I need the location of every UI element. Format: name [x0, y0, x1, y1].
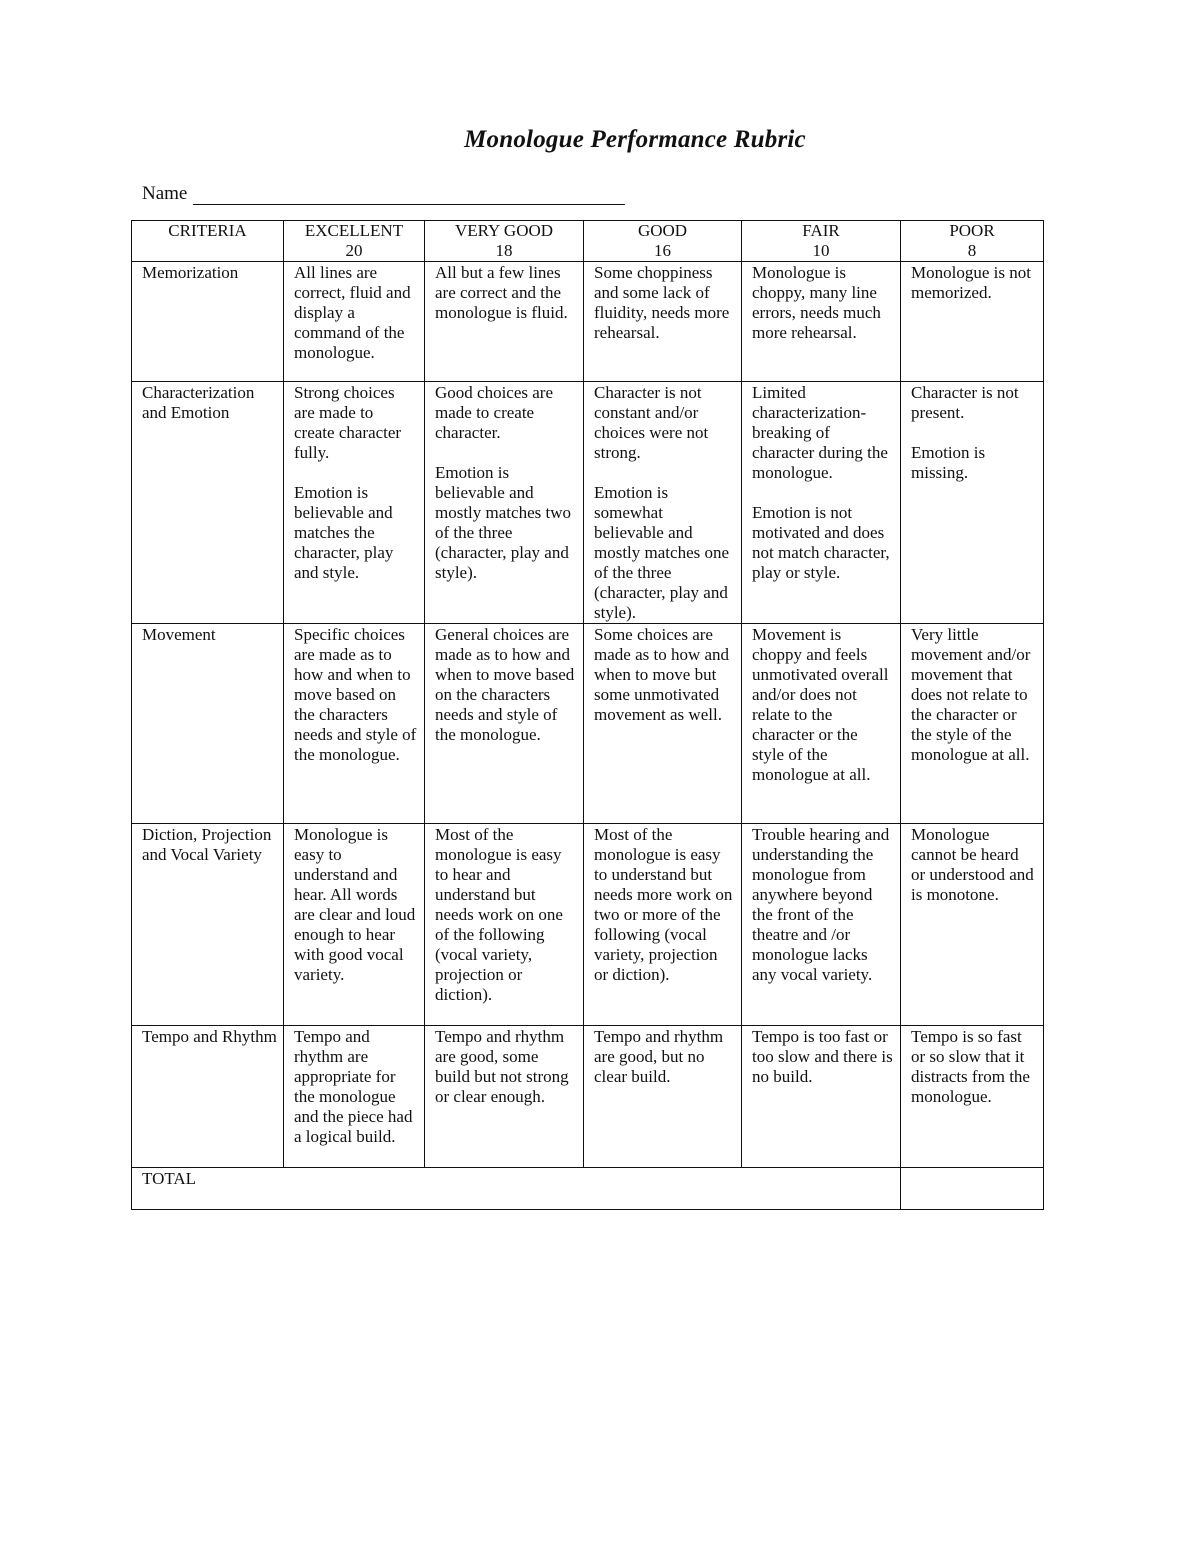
fair-cell: Limited characterization- breaking of character during the monologue. Emotion is not motivated and does not match character, play or style.: [742, 382, 901, 624]
name-blank-line[interactable]: [193, 184, 625, 205]
header-very-good: [425, 221, 584, 262]
criteria-cell: Movement: [132, 624, 284, 824]
header-label: GOOD: [637, 221, 688, 240]
fair-cell: Tempo is too fast or too slow and there is no build.: [742, 1026, 901, 1168]
very-good-cell: Good choices are made to create character. Emotion is believable and mostly matches two of the three (character, play and style).: [425, 382, 584, 624]
name-field[interactable]: [142, 183, 625, 205]
good-cell: Some choppiness and some lack of fluidity, needs more rehearsal.: [584, 262, 742, 382]
row-characterization: [132, 382, 1044, 624]
header-good: [584, 221, 742, 262]
good-cell: Some choices are made as to how and when to move but some unmotivated movement as well.: [584, 624, 742, 824]
header-label: POOR: [949, 221, 995, 240]
fair-cell: Movement is choppy and feels unmotivated overall and/or does not relate to the character or the style of the monologue at all.: [742, 624, 901, 824]
name-label: Name: [142, 183, 188, 204]
good-cell: Tempo and rhythm are good, but no clear build.: [584, 1026, 742, 1168]
very-good-cell: General choices are made as to how and when to move based on the characters needs and style of the monologue.: [425, 624, 584, 824]
header-poor: [901, 221, 1044, 262]
row-diction: [132, 824, 1044, 1026]
header-criteria: [132, 221, 284, 262]
page-title: Monologue Performance Rubric: [464, 126, 806, 153]
good-cell: Most of the monologue is easy to understand but needs more work on two or more of the following (vocal variety, projection or diction).: [584, 824, 742, 1026]
row-tempo: [132, 1026, 1044, 1168]
header-score: 10: [812, 241, 830, 260]
excellent-cell: All lines are correct, fluid and display a command of the monologue.: [284, 262, 425, 382]
poor-cell: Very little movement and/or movement that does not relate to the character or the style of the monologue at all.: [901, 624, 1044, 824]
header-row: [132, 221, 1044, 262]
very-good-cell: All but a few lines are correct and the monologue is fluid.: [425, 262, 584, 382]
poor-cell: Monologue cannot be heard or understood and is monotone.: [901, 824, 1044, 1026]
header-score: 20: [345, 241, 363, 260]
good-cell: Character is not constant and/or choices were not strong. Emotion is somewhat believable and mostly matches one of the three (character, play and style).: [584, 382, 742, 624]
criteria-cell: Characterization and Emotion: [132, 382, 284, 624]
header-label: VERY GOOD: [454, 221, 554, 240]
criteria-cell: Memorization: [132, 262, 284, 382]
header-score: 16: [654, 241, 671, 260]
excellent-cell: Monologue is easy to understand and hear. All words are clear and loud enough to hear with good vocal variety.: [284, 824, 425, 1026]
excellent-cell: Tempo and rhythm are appropriate for the monologue and the piece had a logical build.: [284, 1026, 425, 1168]
header-label: FAIR: [802, 221, 840, 240]
header-score: 8: [967, 241, 977, 260]
fair-cell: Trouble hearing and understanding the monologue from anywhere beyond the front of the theatre and /or monologue lacks any vocal variety.: [742, 824, 901, 1026]
header-fair: [742, 221, 901, 262]
poor-cell: Character is not present. Emotion is missing.: [901, 382, 1044, 624]
row-memorization: [132, 262, 1044, 382]
fair-cell: Monologue is choppy, many line errors, needs much more rehearsal.: [742, 262, 901, 382]
header-excellent: [284, 221, 425, 262]
total-label: TOTAL: [132, 1168, 901, 1210]
header-label: CRITERIA: [168, 221, 247, 240]
poor-cell: Tempo is so fast or so slow that it distracts from the monologue.: [901, 1026, 1044, 1168]
total-score-cell[interactable]: [901, 1168, 1044, 1210]
header-label: EXCELLENT: [304, 221, 404, 240]
criteria-cell: Diction, Projection and Vocal Variety: [132, 824, 284, 1026]
poor-cell: Monologue is not memorized.: [901, 262, 1044, 382]
rubric-table: [131, 220, 1044, 1210]
excellent-cell: Specific choices are made as to how and when to move based on the characters needs and style of the monologue.: [284, 624, 425, 824]
total-row: [132, 1168, 1044, 1210]
row-movement: [132, 624, 1044, 824]
very-good-cell: Most of the monologue is easy to hear and understand but needs work on one of the following (vocal variety, projection or diction).: [425, 824, 584, 1026]
criteria-cell: Tempo and Rhythm: [132, 1026, 284, 1168]
very-good-cell: Tempo and rhythm are good, some build but not strong or clear enough.: [425, 1026, 584, 1168]
header-score: 18: [495, 241, 513, 260]
excellent-cell: Strong choices are made to create character fully. Emotion is believable and matches the character, play and style.: [284, 382, 425, 624]
